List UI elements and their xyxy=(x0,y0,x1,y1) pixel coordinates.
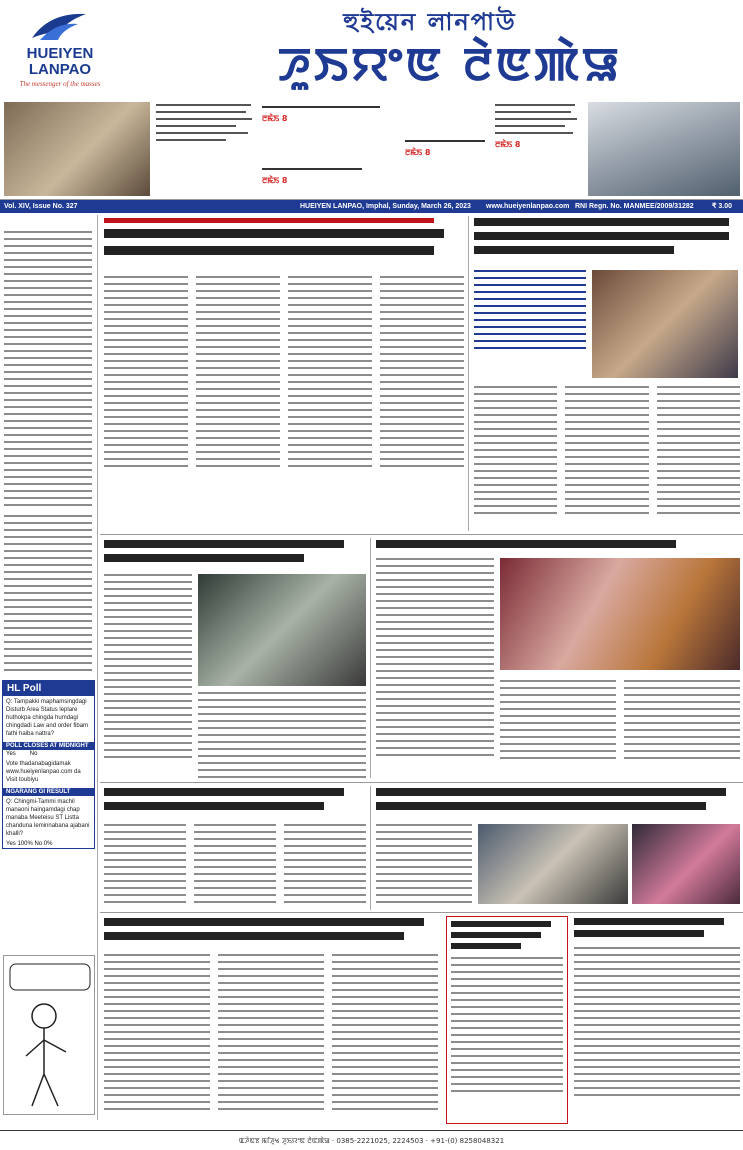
story-bottom-left-body xyxy=(104,954,444,1115)
story-award-body-2 xyxy=(500,680,740,764)
hl-poll[interactable] xyxy=(2,680,95,849)
poll-title: HL Poll xyxy=(3,681,94,696)
boxed-story[interactable] xyxy=(446,916,568,1124)
teaser-1[interactable] xyxy=(156,104,256,146)
story-drugs-body xyxy=(104,824,366,908)
poll-result-question: Q: Chingmi-Tammi machil manaoni haingamdagi chap manaba Meeteisu ST Listta chanduna leminnabana ajabani khalli? xyxy=(6,799,90,837)
lead-body xyxy=(104,276,464,472)
right-lead-blurb xyxy=(474,270,586,354)
left-column-text-2 xyxy=(4,515,92,676)
rni-regn: RNI Regn. No. MANMEE/2009/31282 xyxy=(575,203,694,210)
award-photo xyxy=(500,558,740,670)
lead-story[interactable] xyxy=(104,218,464,538)
teaser-2[interactable] xyxy=(262,106,392,124)
story-drugs[interactable] xyxy=(104,788,366,908)
story-handover[interactable] xyxy=(104,540,366,780)
brand-tagline: The messenger of the masses xyxy=(19,80,101,88)
teaser-5[interactable] xyxy=(495,104,581,150)
teaser-3[interactable] xyxy=(262,168,392,186)
website-link[interactable]: www.hueiyenlanpao.com xyxy=(486,203,570,210)
story-handover-body xyxy=(104,574,192,763)
group-photo xyxy=(478,824,628,904)
teaser-3-more[interactable]: ꯂꯃꯥꯏ 8 xyxy=(262,176,288,185)
teaser-2-more[interactable]: ꯂꯃꯥꯏ 8 xyxy=(262,114,288,123)
price: ₹ 3.00 xyxy=(712,203,733,210)
poll-options xyxy=(3,750,94,758)
poll-result: Yes 100% No 0% xyxy=(6,841,53,847)
poll-closes: POLL CLOSES AT MIDNIGHT xyxy=(3,742,94,750)
right-lead-body xyxy=(474,386,740,519)
story-handover-body-2 xyxy=(198,692,366,783)
right-lead-story[interactable] xyxy=(474,218,740,530)
poll-no[interactable]: No xyxy=(29,751,38,757)
poll-vote-link[interactable]: Vote thadanabagidamak www.hueiyenlanpao.com da Visit toubiyu xyxy=(6,761,81,783)
brand-name: HUEIYEN LANPAO xyxy=(26,45,94,78)
story-bottom-left[interactable] xyxy=(104,918,444,1126)
left-column xyxy=(0,215,98,1120)
bengali-title: হুইয়েন লানপাউ xyxy=(343,8,517,36)
left-column-heading xyxy=(3,218,94,228)
cartoon xyxy=(3,955,95,1115)
story-award[interactable] xyxy=(376,540,740,780)
story-women-day[interactable] xyxy=(376,788,740,908)
top-teaser-strip xyxy=(0,100,743,200)
meitei-title: ꯍꯨꯏꯌꯦꯟ ꯂꯥꯟꯄꯥꯎ xyxy=(277,37,623,91)
poll-question: Q: Tampakki maphamsingdagi Disturb Area Status leplare huthokpa chingda humdagi chingdadi Law and order fibam fathi haiba nattra? xyxy=(6,699,89,737)
cartoon-figure-icon xyxy=(4,956,96,1116)
teaser-4-more[interactable]: ꯂꯃꯥꯏ 8 xyxy=(405,148,431,157)
footer-contact: ꯑꯍꯥꯟꯕ ꯃꯤꯍꯨꯠ ꯍꯨꯏꯌꯦꯟ ꯂꯥꯟꯄꯥꯎ · 0385-2221025, 2224503 · +91-(0) 8258048321 xyxy=(0,1130,743,1150)
left-column-text-1 xyxy=(4,231,92,511)
ceremony-photo xyxy=(4,102,150,196)
masthead xyxy=(0,0,743,100)
info-bar xyxy=(0,200,743,213)
teaser-4[interactable] xyxy=(405,140,495,158)
bird-icon xyxy=(30,8,88,44)
volume-issue: Vol. XIV, Issue No. 327 xyxy=(4,203,78,210)
speaker-photo xyxy=(632,824,740,904)
vehicle-photo xyxy=(588,102,740,196)
handover-photo xyxy=(198,574,366,686)
poll-result-head: NGARANG GI RESULT xyxy=(3,788,94,796)
lead-headline xyxy=(104,218,464,260)
meeting-photo xyxy=(592,270,738,378)
story-bottom-right[interactable] xyxy=(574,918,740,1126)
teaser-5-more[interactable]: ꯂꯃꯥꯏ 8 xyxy=(495,140,521,149)
story-award-body xyxy=(376,558,494,761)
hueiyen-logo[interactable] xyxy=(4,6,116,92)
story-women-day-body xyxy=(376,824,472,908)
poll-yes[interactable]: Yes xyxy=(6,751,16,757)
place-date: HUEIYEN LANPAO, Imphal, Sunday, March 26, 2023 xyxy=(300,203,471,210)
